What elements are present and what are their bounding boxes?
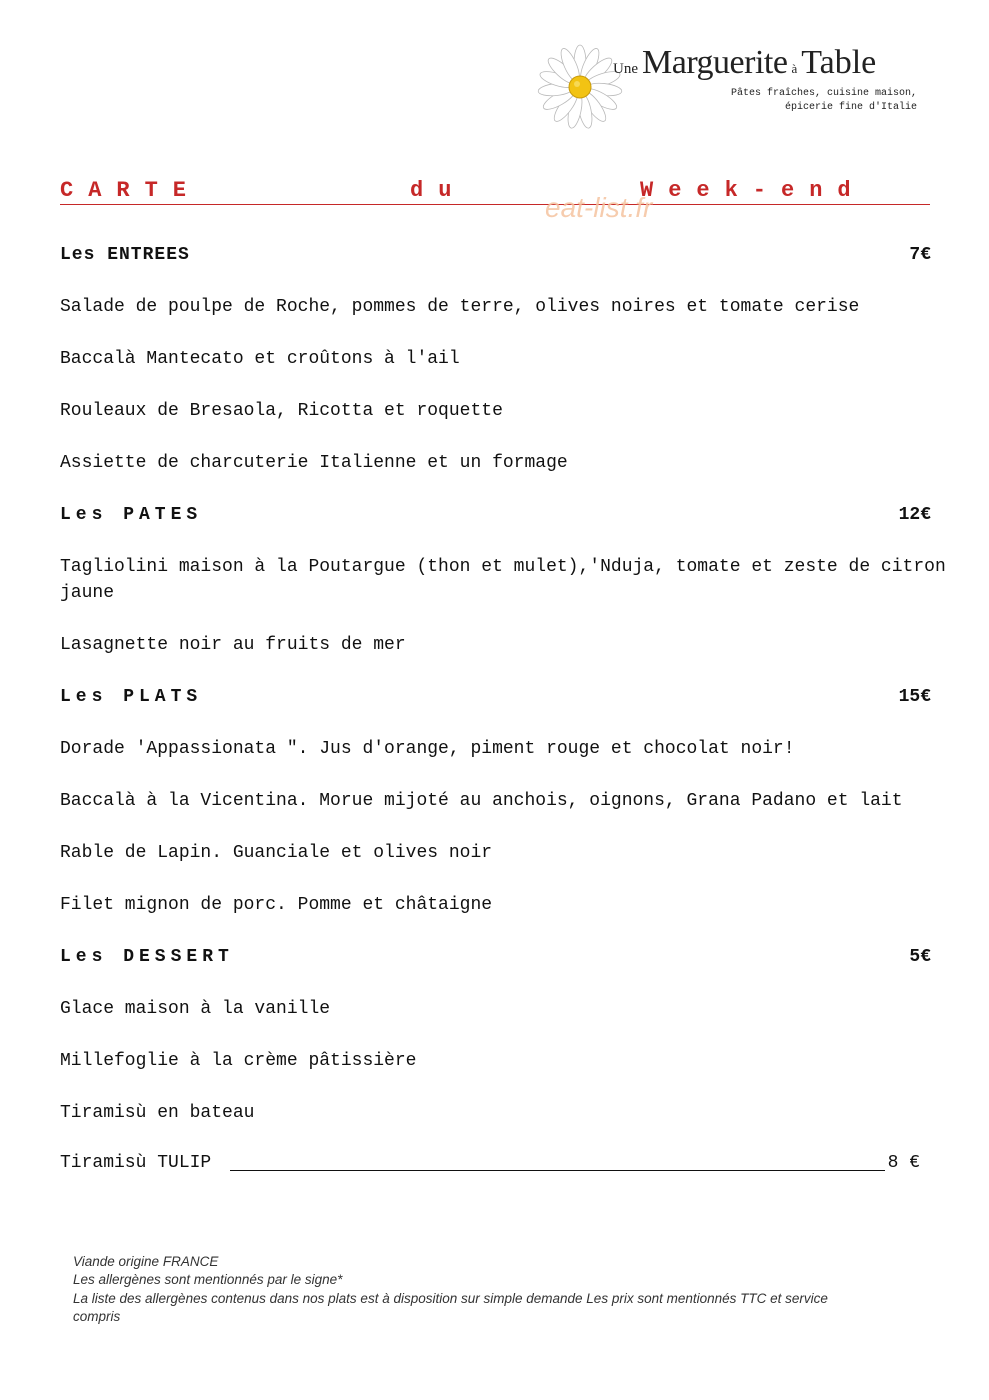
menu-item: Baccalà Mantecato et croûtons à l'ail [60, 349, 460, 369]
menu-title [60, 178, 930, 205]
menu-item: Tagliolini maison à la Poutargue (thon et mulet),'Nduja, tomate et zeste de citron [60, 557, 946, 577]
menu-item: Salade de poulpe de Roche, pommes de terre, olives noires et tomate cerise [60, 297, 860, 317]
menu-item: Dorade 'Appassionata ". Jus d'orange, piment rouge et chocolat noir! [60, 739, 795, 759]
watermark: eat-list.fr [545, 192, 653, 223]
menu-item-price: 8 € [887, 1153, 920, 1173]
title-word-du: du [410, 178, 467, 203]
section-heading-plats: Les PLATS [60, 687, 203, 707]
section-price-dessert: 5€ [909, 947, 931, 967]
daisy-flower-icon [535, 42, 625, 132]
menu-item: Filet mignon de porc. Pomme et châtaigne [60, 895, 493, 915]
title-word-carte: CARTE [60, 178, 202, 203]
logo-title [613, 44, 876, 82]
menu-item: Assiette de charcuterie Italienne et un formage [60, 453, 568, 473]
title-word-weekend: Week-end [640, 178, 866, 203]
logo-une: Une [613, 61, 638, 77]
section-price-entrees: 7€ [909, 245, 931, 265]
menu-item: Tiramisù en bateau [60, 1103, 255, 1123]
menu-item: Lasagnette noir au fruits de mer [60, 635, 406, 655]
logo-subtitle-line1: Pâtes fraîches, cuisine maison, [730, 88, 917, 99]
menu-item-continuation: jaune [60, 583, 115, 603]
section-heading-entrees: Les ENTREES [60, 245, 190, 265]
footer-allergen-list-cont: compris [73, 1309, 121, 1324]
logo-a: à [791, 61, 798, 76]
footer-allergens: Les allergènes sont mentionnés par le signe* [73, 1272, 343, 1287]
menu-item: Rouleaux de Bresaola, Ricotta et roquette [60, 401, 503, 421]
footer-origin: Viande origine FRANCE [73, 1254, 219, 1269]
logo-marguerite: Marguerite [642, 44, 788, 81]
leader-line [230, 1170, 885, 1171]
menu-item-name: Tiramisù TULIP [60, 1150, 211, 1176]
menu-item: Rable de Lapin. Guanciale et olives noir [60, 843, 493, 863]
section-heading-dessert: Les DESSERT [60, 947, 234, 967]
menu-item: Glace maison à la vanille [60, 999, 331, 1019]
logo-subtitle-line2: épicerie fine d'Italie [784, 102, 917, 113]
section-price-pates: 12€ [898, 505, 931, 525]
menu-item: Millefoglie à la crème pâtissière [60, 1051, 417, 1071]
restaurant-logo [535, 42, 935, 137]
menu-item-tiramisu-tulip [60, 1150, 920, 1176]
footer-allergen-list: La liste des allergènes contenus dans nos plats est à disposition sur simple demande Les prix sont mentionnés TTC et service [73, 1291, 828, 1306]
logo-table: Table [801, 44, 877, 81]
section-price-plats: 15€ [898, 687, 931, 707]
menu-item: Baccalà à la Vicentina. Morue mijoté au anchois, oignons, Grana Padano et lait [60, 791, 903, 811]
section-heading-pates: Les PATES [60, 505, 203, 525]
